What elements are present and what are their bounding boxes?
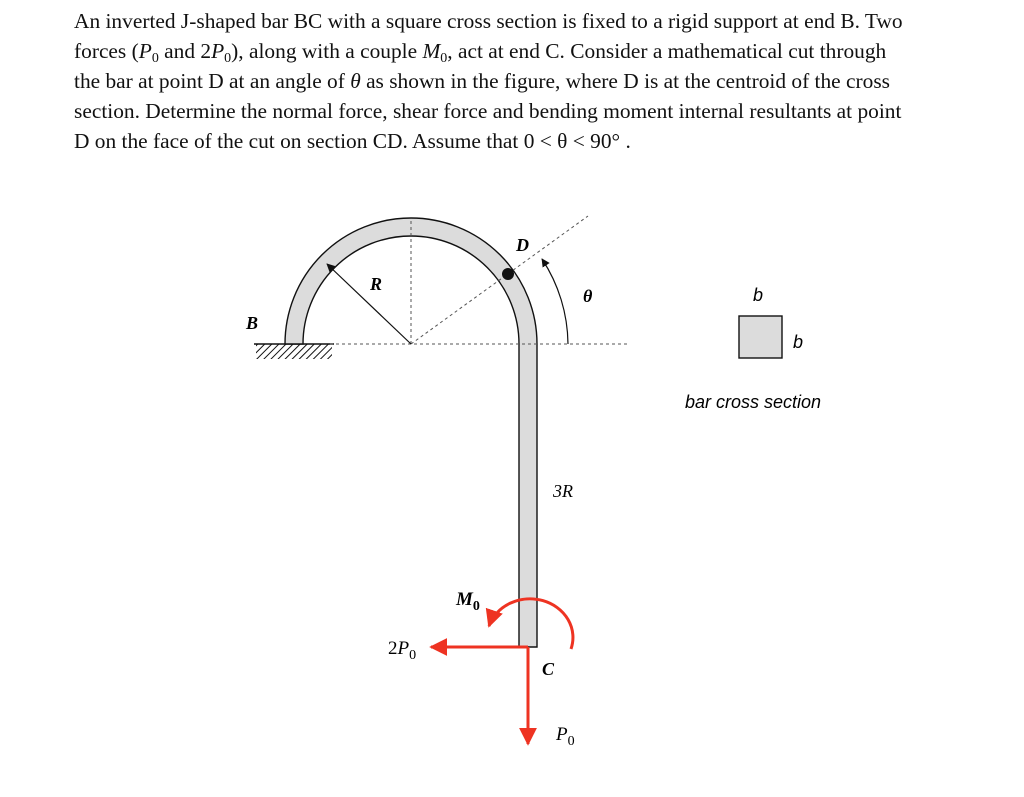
symbol-2p0-subscript: 0: [224, 51, 232, 66]
label-r: R: [370, 274, 383, 294]
symbol-m0-subscript: 0: [440, 51, 448, 66]
problem-line-5-text-b: .: [620, 129, 631, 153]
label-3r: 3R: [553, 481, 573, 501]
problem-line-3-text-b: as shown in the figure, where D is at the centroid of the cross: [360, 69, 890, 93]
problem-line-2-text-d: , act at end C. Consider a mathematical cut through: [447, 39, 887, 63]
problem-line-1-text: An inverted J-shaped bar BC with a square cross section is fixed to a rigid support at end B. Two: [74, 9, 903, 33]
radius-arrow: [327, 264, 411, 344]
symbol-p0-subscript: 0: [151, 51, 159, 66]
cross-section-caption: bar cross section: [685, 392, 822, 412]
label-m0: $M_0$: [456, 589, 480, 614]
problem-line-5-text-a: D on the face of the cut on section CD. Assume that: [74, 129, 524, 153]
symbol-2p0: P: [211, 39, 225, 63]
label-c: C: [542, 659, 555, 679]
problem-line-3-text-a: the bar at point D at an angle of: [74, 69, 351, 93]
label-theta: θ: [583, 286, 593, 306]
problem-line-2-text-a: forces (: [74, 39, 139, 63]
cross-section-square: [739, 316, 782, 358]
problem-line-2-text-c: ), along with a couple: [231, 39, 423, 63]
problem-line-4-text: section. Determine the normal force, shear force and bending moment internal resultants at point: [74, 99, 902, 123]
label-d: D: [516, 235, 529, 255]
angle-inequality: 0 < θ < 90°: [523, 129, 621, 153]
problem-line-2-text-b: and 2: [158, 39, 212, 63]
label-p0: $P_0$: [556, 724, 575, 749]
label-2p0: $2P_0$: [388, 638, 417, 663]
cross-section-label-side: b: [793, 332, 804, 352]
point-d-centroid: [502, 268, 514, 280]
symbol-p0: P: [138, 39, 152, 63]
symbol-m0: M: [422, 39, 441, 63]
fixed-support-hatching: [256, 344, 332, 359]
cross-section-label-top: b: [753, 285, 764, 305]
theta-angle-arrow: [542, 259, 568, 344]
label-b: B: [246, 313, 259, 333]
symbol-theta: θ: [350, 69, 361, 93]
